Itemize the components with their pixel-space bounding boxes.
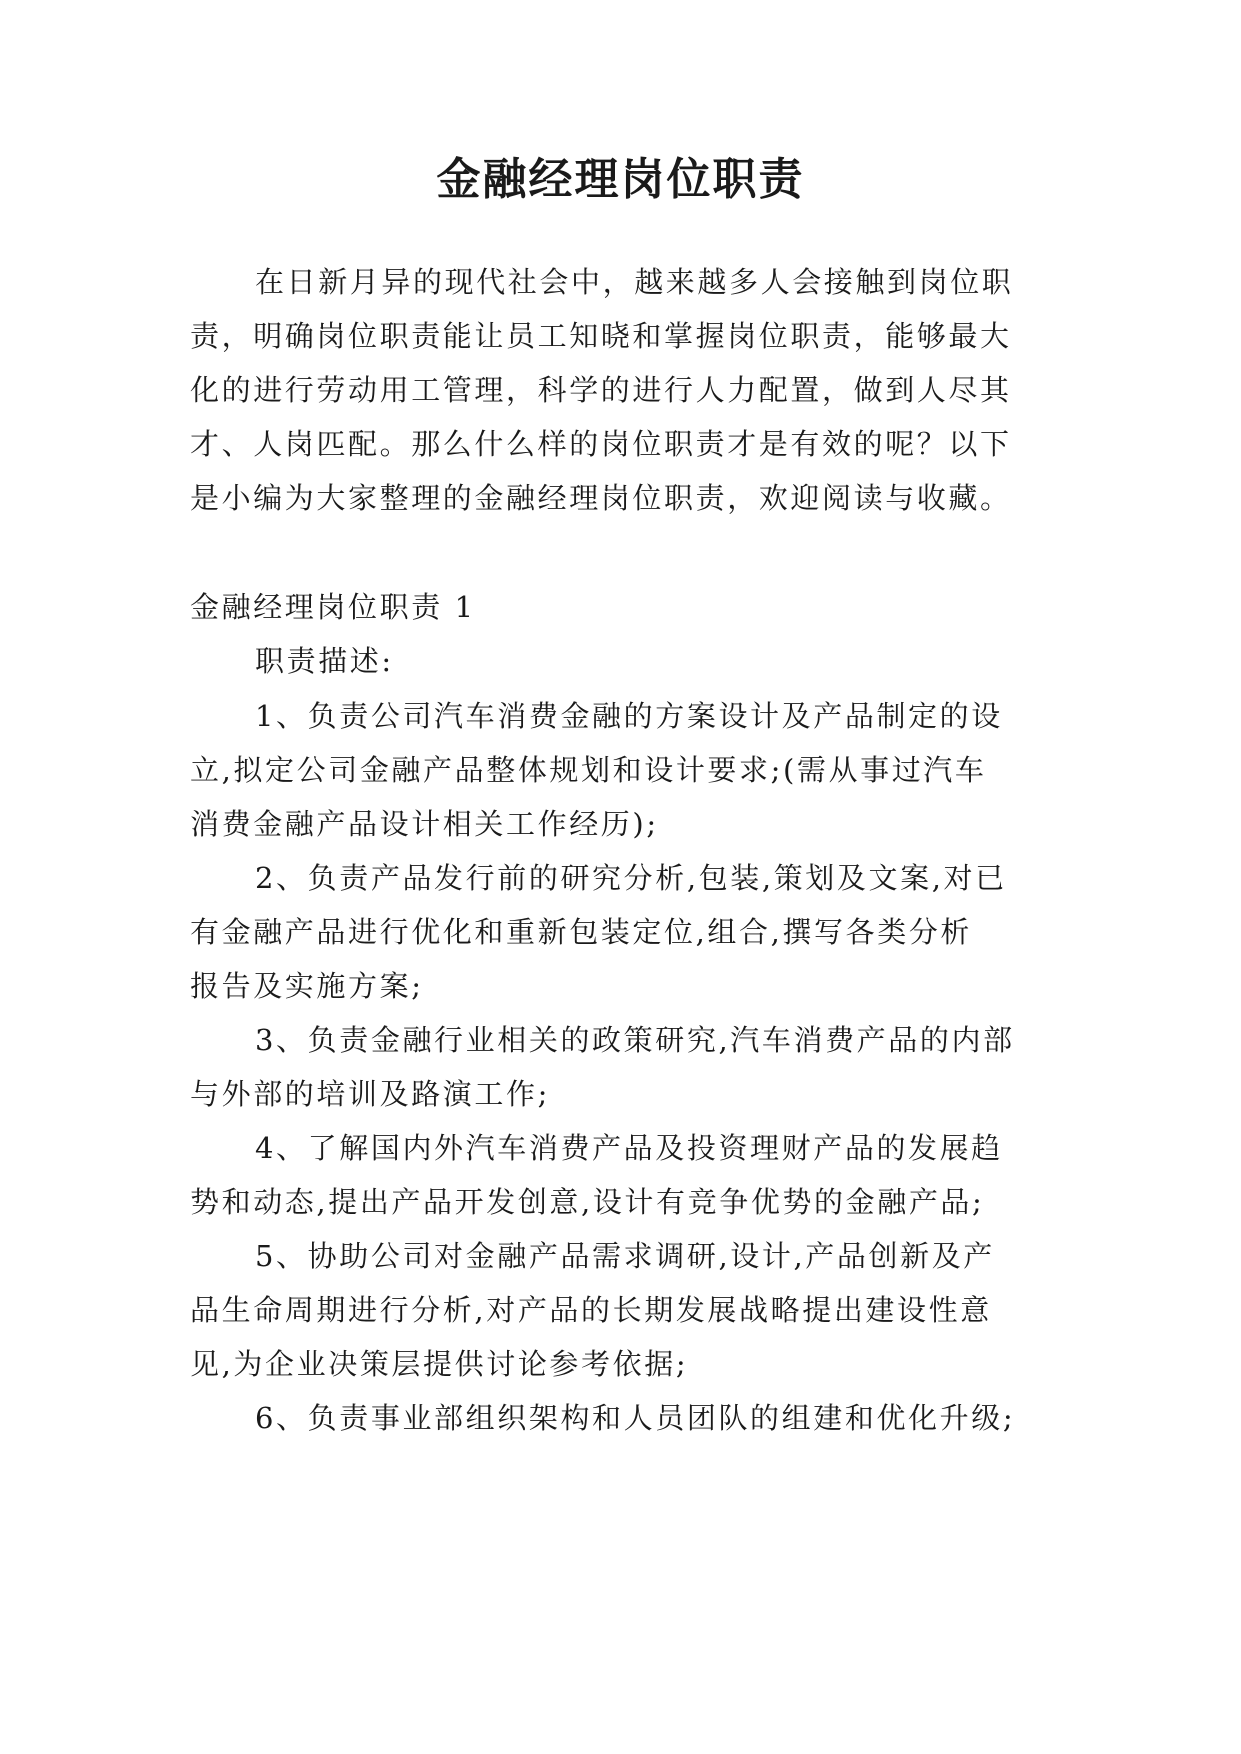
- duty-line-6: 报告及实施方案;: [190, 969, 424, 1003]
- duty-line-13: 见,为企业决策层提供讨论参考依据;: [190, 1347, 689, 1381]
- intro-line-4: 才、人岗匹配。那么什么样的岗位职责才是有效的呢？以下: [190, 427, 1012, 461]
- duty-line-4: 2、负责产品发行前的研究分析,包装,策划及文案,对已: [255, 861, 1007, 895]
- duty-line-7: 3、负责金融行业相关的政策研究,汽车消费产品的内部: [255, 1023, 1015, 1057]
- duty-line-14: 6、负责事业部组织架构和人员团队的组建和优化升级;: [255, 1401, 1016, 1435]
- duty-line-11: 5、协助公司对金融产品需求调研,设计,产品创新及产: [255, 1239, 995, 1273]
- intro-line-3: 化的进行劳动用工管理，科学的进行人力配置，做到人尽其: [190, 373, 1012, 407]
- duty-line-5: 有金融产品进行优化和重新包装定位,组合,撰写各类分析: [190, 915, 973, 949]
- duty-line-8: 与外部的培训及路演工作;: [190, 1077, 550, 1111]
- intro-line-1: 在日新月异的现代社会中，越来越多人会接触到岗位职: [255, 265, 1014, 299]
- duty-line-10: 势和动态,提出产品开发创意,设计有竞争优势的金融产品;: [190, 1185, 985, 1219]
- duty-line-1: 1、负责公司汽车消费金融的方案设计及产品制定的设: [255, 699, 1003, 733]
- duty-line-12: 品生命周期进行分析,对产品的长期发展战略提出建设性意: [190, 1293, 992, 1327]
- subheading: 职责描述:: [255, 644, 394, 678]
- duty-line-9: 4、了解国内外汽车消费产品及投资理财产品的发展趋: [255, 1131, 1003, 1165]
- duty-line-2: 立,拟定公司金融产品整体规划和设计要求;(需从事过汽车: [190, 753, 987, 787]
- duty-line-3: 消费金融产品设计相关工作经历);: [190, 807, 659, 841]
- intro-line-5: 是小编为大家整理的金融经理岗位职责，欢迎阅读与收藏。: [190, 481, 1012, 515]
- intro-line-2: 责，明确岗位职责能让员工知晓和掌握岗位职责，能够最大: [190, 319, 1012, 353]
- section-heading: 金融经理岗位职责 1: [190, 590, 476, 624]
- document-title: 金融经理岗位职责: [436, 154, 805, 205]
